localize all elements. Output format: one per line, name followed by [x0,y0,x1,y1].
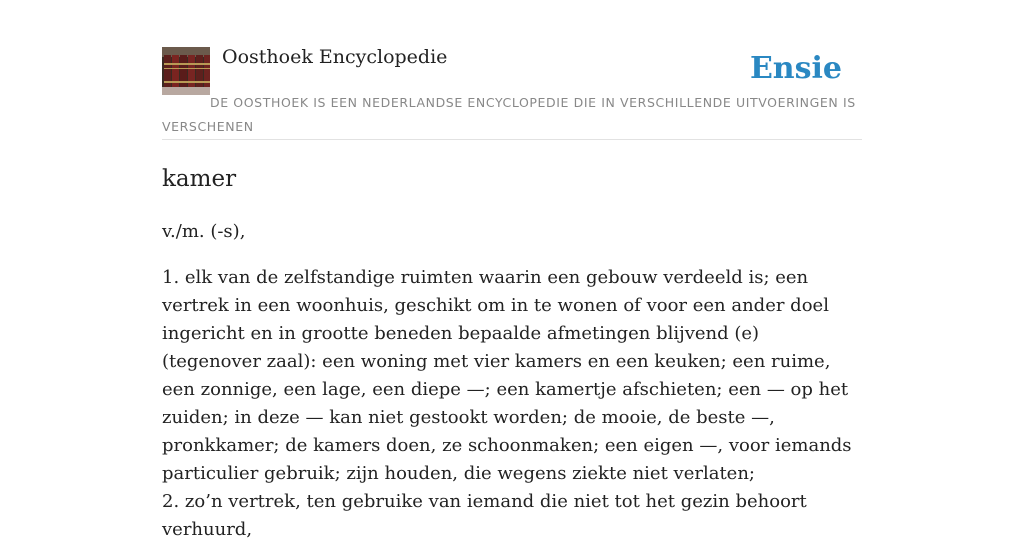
site-header [162,46,862,140]
entry-content [162,160,862,544]
entry-headword: kamer [162,166,237,192]
site-tagline: DE OOSTHOEK IS EEN NEDERLANDSE ENCYCLOPEDIE DIE IN VERSCHILLENDE UITVOERINGEN IS VERSCHENEN [162,95,856,134]
entry-definition-1: 1. elk van de zelfstandige ruimten waarin een gebouw verdeeld is; een vertrek in een woonhuis, geschikt om in te wonen of voor een ander doel ingericht en in grootte beneden bepaalde afmetingen blijvend (e) (tegenover zaal): een woning met vier kamers en een keuken; een ruime, een zonnige, een lage, een diepe —; een kamertje afschieten; een — op het zuiden; in deze — kan niet gestookt worden; de mooie, de beste —, pronkkamer; de kamers doen, ze schoonmaken; een eigen —, voor iemands particulier gebruik; zijn houden, die wegens ziekte niet verlaten; [162,267,852,484]
entry-definition-2: 2. zo’n vertrek, ten gebruike van iemand die niet tot het gezin behoort verhuurd, [162,491,807,540]
encyclopedia-books-icon[interactable] [162,47,210,95]
entry-grammar: v./m. (-s), [162,221,246,242]
site-name[interactable]: Oosthoek Encyclopedie [222,46,448,68]
brand-logo[interactable]: Ensie [749,51,842,86]
